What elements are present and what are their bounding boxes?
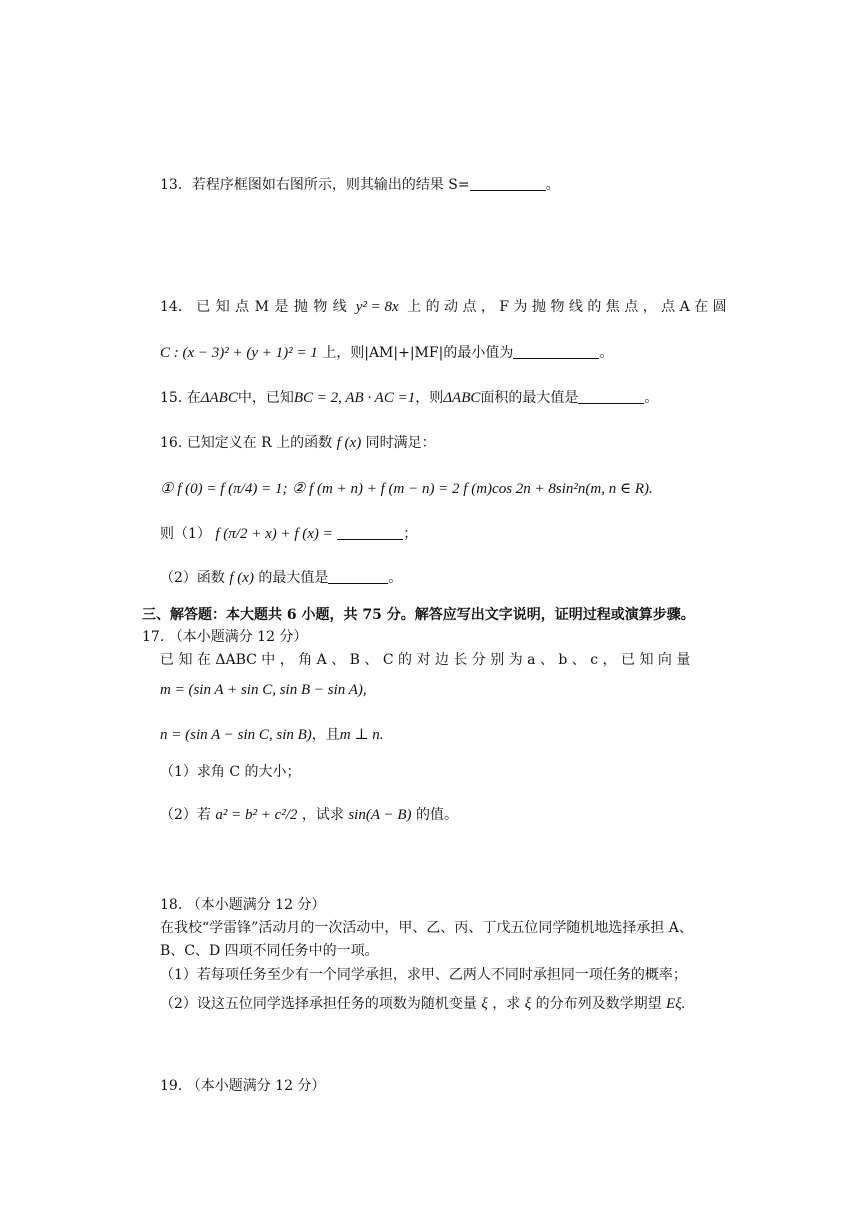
- question-18-heading: 18. （本小题满分 12 分）: [160, 897, 326, 913]
- question-number: 14．: [160, 299, 192, 315]
- question-17-heading: 17. （本小题满分 12 分）: [142, 629, 308, 645]
- question-18-part-1: （1）若每项任务至少有一个同学承担，求甲、乙两人不同时承担同一项任务的概率；: [160, 967, 687, 983]
- question-17-line-1: 已 知 在 ΔABC 中 ， 角 A 、 B 、 C 的 对 边 长 分 别 为 a 、 b 、 c ， 已 知 向 量: [160, 652, 691, 668]
- part-1-expression: f (π/2 + x) + f (x) =: [215, 526, 333, 542]
- question-16-part-1: 则（1） f (π/2 + x) + f (x) = ；: [160, 526, 418, 542]
- question-14-line-1: 14． 已 知 点 M 是 抛 物 线 y² = 8x 上 的 动 点 ， F 为 抛 物 线 的 焦 点 ， 点 A 在 圆: [160, 299, 727, 315]
- question-16-conditions: [160, 479, 653, 499]
- answer-blank: [578, 389, 644, 404]
- circle-equation: C : (x − 3)² + (y + 1)² = 1: [160, 345, 318, 361]
- question-number: 15.: [160, 390, 183, 406]
- question-15: 15. 在ΔABC中，已知BC = 2, AB · AC =1，则ΔABC面积的最大值是 。: [160, 390, 659, 406]
- answer-blank: [470, 176, 546, 191]
- question-17-part-1: （1）求角 C 的大小；: [160, 764, 301, 780]
- vector-n: n = (sin A − sin C, sin B)，且m ⊥ n.: [160, 727, 384, 743]
- condition-2: ② f (m + n) + f (m − n) = 2 f (m)cos 2n + 8sin²n(m, n ∈ R).: [291, 481, 653, 497]
- answer-blank: [328, 569, 388, 584]
- answer-blank: [337, 525, 403, 540]
- answer-blank: [513, 344, 599, 359]
- side-relation: a² = b² + c²/2: [215, 807, 298, 823]
- condition-1: ① f (0) = f (π/4) = 1;: [160, 481, 288, 497]
- question-17-part-2: （2）若 a² = b² + c²/2 ，试求 sin(A − B) 的值。: [160, 807, 458, 823]
- question-number: 16.: [160, 435, 183, 451]
- question-14-line-2: C : (x − 3)² + (y + 1)² = 1 上，则|AM|+|MF|的最小值为 。: [160, 345, 614, 361]
- question-number: 13．: [160, 177, 192, 193]
- question-18-line-1: 在我校“学雷锋”活动月的一次活动中，甲、乙、丙、丁戊五位同学随机地选择承担 A、: [160, 920, 693, 936]
- question-16-intro: 16. 已知定义在 R 上的函数 f (x) 同时满足：: [160, 435, 436, 451]
- vector-m: m = (sin A + sin C, sin B − sin A),: [160, 682, 367, 698]
- section-heading: 三、解答题：本大题共 6 小题，共 75 分。解答应写出文字说明，证明过程或演算步骤。: [142, 607, 695, 623]
- question-16-part-2: （2）函数 f (x) 的最大值是 。: [160, 570, 403, 586]
- question-18-line-2: B、C、D 四项不同任务中的一项。: [160, 943, 379, 959]
- vector-condition: BC = 2, AB · AC =1: [293, 390, 416, 406]
- question-13: 13．若程序框图如右图所示，则其输出的结果 S= 。: [160, 177, 560, 193]
- question-text: 若程序框图如右图所示，则其输出的结果 S=: [191, 177, 470, 193]
- question-19-heading: 19. （本小题满分 12 分）: [160, 1078, 326, 1094]
- parabola-equation: y² = 8x: [355, 299, 399, 315]
- question-18-part-2: （2）设这五位同学选择承担任务的项数为随机变量 ξ ，求 ξ 的分布列及数学期望 Eξ.: [160, 996, 686, 1012]
